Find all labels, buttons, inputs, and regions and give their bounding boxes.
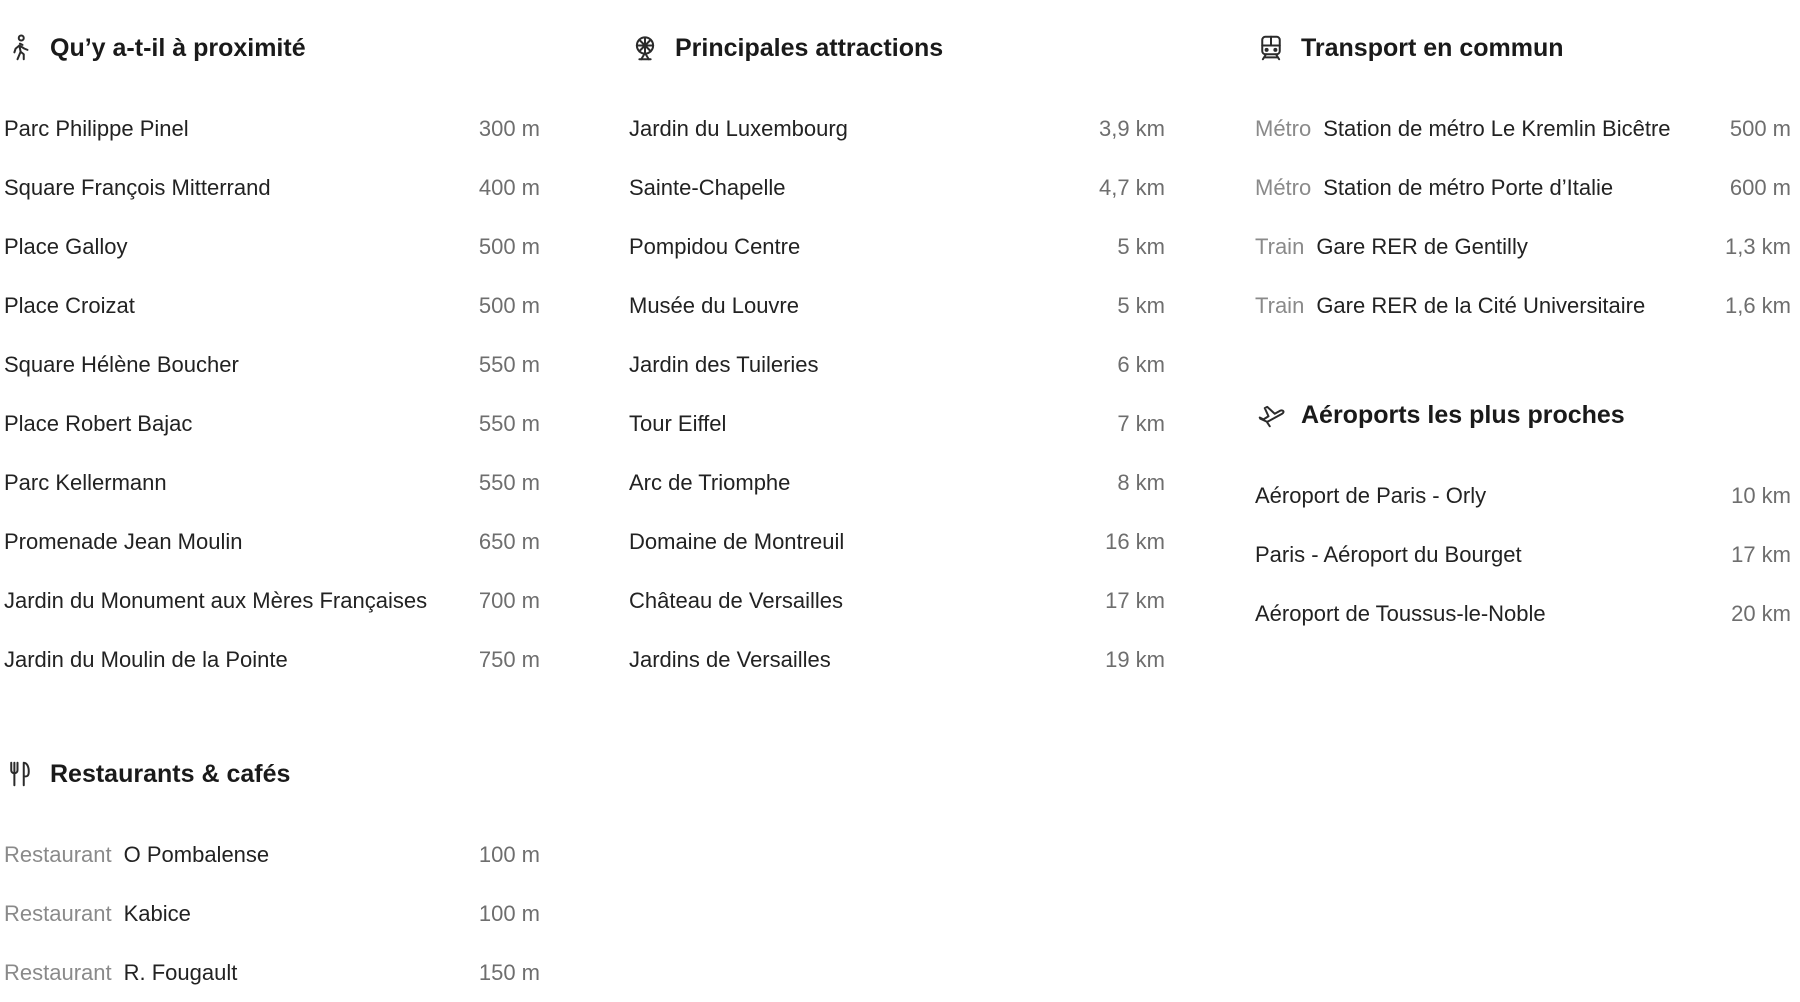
list-item — [4, 217, 540, 276]
nearby-title-label: Qu’y a-t-il à proximité — [50, 33, 306, 62]
fork-knife-icon — [4, 758, 36, 790]
airports-title-label: Aéroports les plus proches — [1301, 400, 1625, 429]
list-item — [1255, 584, 1791, 643]
place-name: Place Croizat — [4, 292, 135, 318]
list-item — [629, 571, 1165, 630]
list-item — [629, 453, 1165, 512]
restaurant-distance: 100 m — [478, 900, 540, 926]
transport-category: Métro — [1255, 115, 1312, 141]
restaurant-category: Restaurant — [4, 959, 112, 985]
place-name: Jardin du Monument aux Mères Françaises — [4, 587, 428, 613]
attractions-title-label: Principales attractions — [675, 33, 944, 62]
attraction-distance: 17 km — [1105, 587, 1165, 613]
attraction-distance: 16 km — [1105, 528, 1165, 554]
airports-section — [1255, 400, 1791, 643]
attraction-distance: 6 km — [1117, 351, 1165, 377]
list-item — [4, 943, 540, 1002]
restaurant-name: R. Fougault — [123, 959, 238, 985]
list-item — [4, 276, 540, 335]
place-name: Parc Kellermann — [4, 469, 167, 495]
airport-distance: 10 km — [1731, 482, 1791, 508]
list-item — [4, 453, 540, 512]
attraction-distance: 4,7 km — [1098, 174, 1165, 200]
airports-list — [1255, 466, 1791, 643]
transport-list — [1255, 99, 1791, 335]
airport-distance: 17 km — [1731, 541, 1791, 567]
list-item — [4, 394, 540, 453]
list-item — [4, 825, 540, 884]
place-distance: 300 m — [478, 115, 540, 141]
list-item — [629, 158, 1165, 217]
restaurant-distance: 150 m — [478, 959, 540, 985]
nearby-section — [4, 33, 540, 689]
attraction-name: Jardin des Tuileries — [629, 351, 819, 377]
airports-title — [1255, 400, 1791, 430]
list-item — [4, 630, 540, 689]
attraction-distance: 19 km — [1105, 646, 1165, 672]
transport-distance: 500 m — [1729, 115, 1791, 141]
place-distance: 500 m — [478, 233, 540, 259]
place-name: Place Robert Bajac — [4, 410, 193, 436]
transport-section — [1255, 33, 1791, 335]
restaurant-name: O Pombalense — [123, 841, 270, 867]
airport-name: Aéroport de Paris - Orly — [1255, 482, 1487, 508]
list-item — [629, 99, 1165, 158]
list-item — [1255, 276, 1791, 335]
list-item — [1255, 217, 1791, 276]
list-item — [629, 217, 1165, 276]
transport-name: Gare RER de Gentilly — [1316, 233, 1528, 259]
place-distance: 700 m — [478, 587, 540, 613]
attraction-name: Musée du Louvre — [629, 292, 799, 318]
list-item — [1255, 158, 1791, 217]
list-item — [4, 571, 540, 630]
attraction-distance: 5 km — [1117, 292, 1165, 318]
place-name: Parc Philippe Pinel — [4, 115, 189, 141]
place-name: Square François Mitterrand — [4, 174, 271, 200]
place-name: Promenade Jean Moulin — [4, 528, 243, 554]
transport-distance: 600 m — [1729, 174, 1791, 200]
transport-category: Train — [1255, 292, 1305, 318]
attractions-section — [629, 33, 1165, 689]
attraction-name: Sainte-Chapelle — [629, 174, 786, 200]
attraction-name: Arc de Triomphe — [629, 469, 791, 495]
place-distance: 400 m — [478, 174, 540, 200]
restaurant-distance: 100 m — [478, 841, 540, 867]
list-item — [4, 512, 540, 571]
list-item — [629, 630, 1165, 689]
list-item — [4, 335, 540, 394]
restaurant-category: Restaurant — [4, 841, 112, 867]
attraction-distance: 8 km — [1117, 469, 1165, 495]
transport-category: Métro — [1255, 174, 1312, 200]
transport-title — [1255, 33, 1791, 63]
restaurant-name: Kabice — [123, 900, 191, 926]
attraction-name: Domaine de Montreuil — [629, 528, 845, 554]
restaurants-title — [4, 759, 540, 789]
nearby-list — [4, 99, 540, 689]
list-item — [1255, 525, 1791, 584]
list-item — [629, 512, 1165, 571]
place-name: Square Hélène Boucher — [4, 351, 239, 377]
list-item — [4, 884, 540, 943]
place-distance: 750 m — [478, 646, 540, 672]
person-walking-icon — [4, 32, 36, 64]
attraction-name: Château de Versailles — [629, 587, 844, 613]
transport-distance: 1,6 km — [1724, 292, 1791, 318]
attraction-name: Tour Eiffel — [629, 410, 727, 436]
place-distance: 500 m — [478, 292, 540, 318]
place-distance: 650 m — [478, 528, 540, 554]
attractions-list — [629, 99, 1165, 689]
attractions-title — [629, 33, 1165, 63]
airport-name: Aéroport de Toussus-le-Noble — [1255, 600, 1546, 626]
list-item — [1255, 99, 1791, 158]
attraction-name: Jardin du Luxembourg — [629, 115, 848, 141]
restaurants-title-label: Restaurants & cafés — [50, 759, 291, 788]
list-item — [1255, 466, 1791, 525]
restaurants-section — [4, 759, 540, 1002]
transport-name: Gare RER de la Cité Universitaire — [1316, 292, 1646, 318]
transport-category: Train — [1255, 233, 1305, 259]
attraction-distance: 5 km — [1117, 233, 1165, 259]
transport-name: Station de métro Porte d’Italie — [1323, 174, 1614, 200]
transport-distance: 1,3 km — [1724, 233, 1791, 259]
airport-distance: 20 km — [1731, 600, 1791, 626]
list-item — [629, 276, 1165, 335]
attraction-distance: 7 km — [1117, 410, 1165, 436]
restaurants-list — [4, 825, 540, 1002]
attraction-name: Pompidou Centre — [629, 233, 801, 259]
transport-title-label: Transport en commun — [1301, 33, 1564, 62]
transport-name: Station de métro Le Kremlin Bicêtre — [1323, 115, 1671, 141]
train-icon — [1255, 32, 1287, 64]
place-distance: 550 m — [478, 410, 540, 436]
list-item — [4, 99, 540, 158]
nearby-title — [4, 33, 540, 63]
list-item — [629, 335, 1165, 394]
restaurant-category: Restaurant — [4, 900, 112, 926]
place-name: Jardin du Moulin de la Pointe — [4, 646, 288, 672]
place-distance: 550 m — [478, 351, 540, 377]
airplane-icon — [1255, 399, 1287, 431]
ferris-wheel-icon — [629, 32, 661, 64]
list-item — [4, 158, 540, 217]
attraction-distance: 3,9 km — [1098, 115, 1165, 141]
airport-name: Paris - Aéroport du Bourget — [1255, 541, 1522, 567]
list-item — [629, 394, 1165, 453]
attraction-name: Jardins de Versailles — [629, 646, 831, 672]
place-name: Place Galloy — [4, 233, 128, 259]
place-distance: 550 m — [478, 469, 540, 495]
